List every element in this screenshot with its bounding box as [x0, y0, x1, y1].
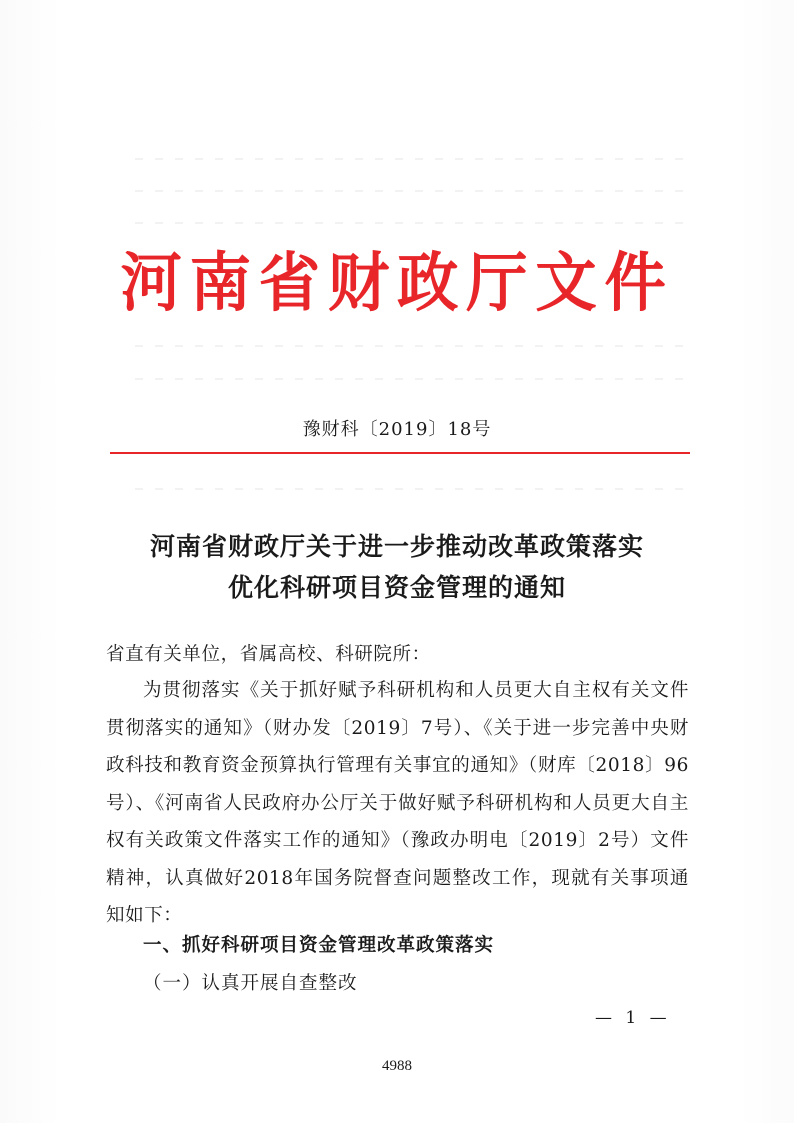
show-through-line: [135, 222, 695, 224]
show-through-line: [135, 158, 695, 160]
document-title-line-1: 河南省财政厅关于进一步推动改革政策落实: [149, 532, 644, 561]
subsection-heading: （一）认真开展自查整改: [143, 973, 358, 994]
show-through-line: [135, 190, 695, 192]
body-paragraph: 为贯彻落实《关于抓好赋予科研机构和人员更大自主权有关文件贯彻落实的通知》（财办发〔2019〕7号）、《关于进一步完善中央财政科技和教育资金预算执行管理有关事宜的通知》（财库〔2018〕96号）、《河南省人民政府办公厅关于做好赋予科研机构和人员更大自主权有关政策文件落实工作的通知》（豫政办明电〔2019〕2号）文件精神，认真做好2018年国务院督查问题整改工作，现就有关事项通知如下：: [106, 680, 689, 926]
page-number: — 1 —: [595, 1008, 671, 1028]
show-through-line: [135, 345, 695, 347]
red-separator-line: [110, 452, 690, 454]
show-through-line: [135, 488, 695, 490]
issuing-authority-header: 河南省财政厅文件: [120, 246, 674, 321]
document-title-line-2: 优化科研项目资金管理的通知: [227, 573, 566, 602]
document-number: 豫财科〔2019〕18号: [302, 419, 492, 440]
salutation: 省直有关单位，省属高校、科研院所：: [106, 644, 431, 665]
show-through-line: [135, 378, 695, 380]
section-heading: 一、抓好科研项目资金管理改革政策落实: [143, 935, 495, 956]
archive-number: 4988: [382, 1058, 412, 1074]
